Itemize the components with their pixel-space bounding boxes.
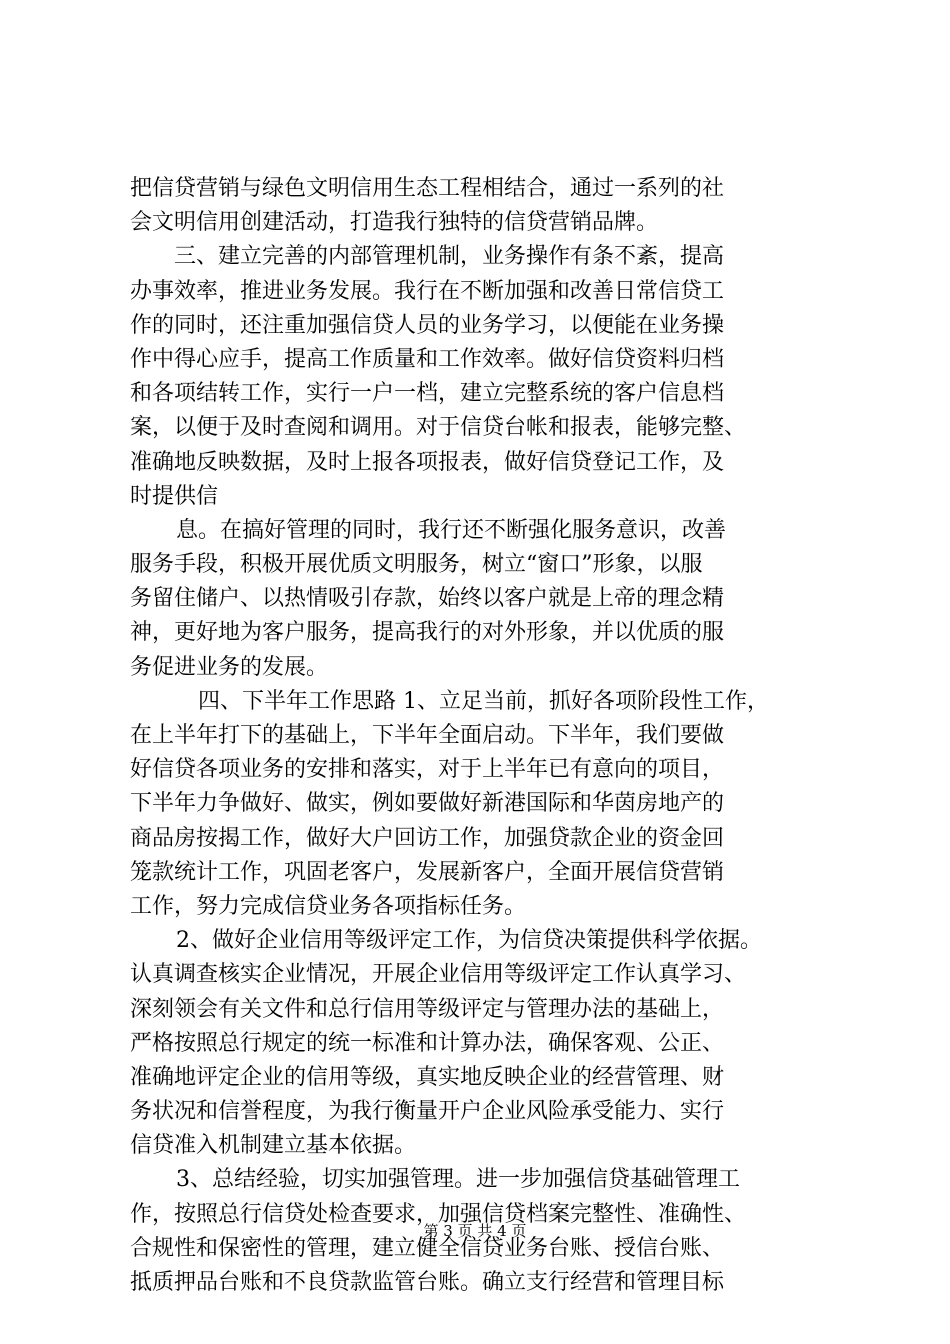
text-line: 会文明信用创建活动，打造我行独特的信贷营销品牌。 (130, 210, 659, 236)
document-body (130, 172, 830, 1300)
text-line: 准确地评定企业的信用等级，真实地反映企业的经营管理、财 (130, 1064, 725, 1090)
text-line: 和各项结转工作，实行一户一档，建立完整系统的客户信息档 (130, 381, 725, 407)
text-line: 作的同时，还注重加强信贷人员的业务学习，以便能在业务操 (130, 312, 725, 338)
text-line: 在上半年打下的基础上，下半年全面启动。下半年，我们要做 (130, 723, 725, 748)
text-line: 合规性和保密性的管理，建立健全信贷业务台账、授信台账、 (130, 1235, 725, 1261)
text-line: 笼款统计工作，巩固老客户，发展新客户，全面开展信贷营销 (130, 859, 725, 885)
page-number: 第 3 页 共 4 页 (423, 1222, 527, 1240)
text-line: 案，以便于及时查阅和调用。对于信贷台帐和报表，能够完整、 (130, 415, 747, 441)
text-line: 神，更好地为客户服务，提高我行的对外形象，并以优质的服 (130, 620, 725, 646)
text-line: 2、做好企业信用等级评定工作，为信贷决策提供科学依据。 (176, 928, 762, 954)
text-line: 认真调查核实企业情况，开展企业信用等级评定工作认真学习、 (130, 962, 747, 988)
text-line: 服务手段，积极开展优质文明服务，树立“窗口”形象，以服 (130, 552, 703, 578)
text-line: 准确地反映数据，及时上报各项报表，做好信贷登记工作，及 (130, 449, 725, 475)
text-line: 好信贷各项业务的安排和落实，对于上半年已有意向的项目， (130, 757, 725, 783)
page-footer (0, 1221, 950, 1241)
text-line: 务状况和信誉程度，为我行衡量开户企业风险承受能力、实行 (130, 1099, 725, 1125)
text-line: 三、建立完善的内部管理机制，业务操作有条不紊，提高 (174, 244, 725, 270)
text-line: 务留住储户、以热情吸引存款，始终以客户就是上帝的理念精 (130, 586, 725, 612)
text-line: 抵质押品台账和不良贷款监管台账。确立支行经营和管理目标 (130, 1270, 725, 1295)
text-line: 信贷准入机制建立基本依据。 (130, 1133, 417, 1159)
text-line: 深刻领会有关文件和总行信用等级评定与管理办法的基础上， (130, 996, 725, 1022)
text-line: 3、总结经验，切实加强管理。进一步加强信贷基础管理工 (176, 1167, 740, 1193)
text-line: 下半年力争做好、做实，例如要做好新港国际和华茵房地产的 (130, 791, 725, 817)
text-line: 时提供信 (130, 483, 219, 509)
text-line: 把信贷营销与绿色文明信用生态工程相结合，通过一系列的社 (130, 176, 725, 201)
text-line: 办事效率，推进业务发展。我行在不断加强和改善日常信贷工 (130, 278, 725, 304)
text-line: 工作，努力完成信贷业务各项指标任务。 (130, 893, 527, 919)
text-line: 作中得心应手，提高工作质量和工作效率。做好信贷资料归档 (130, 346, 725, 372)
text-line: 息。在搞好管理的同时，我行还不断强化服务意识，改善 (176, 517, 727, 543)
text-line: 四、下半年工作思路 1、立足当前，抓好各项阶段性工作， (198, 688, 769, 714)
text-line: 务促进业务的发展。 (130, 654, 329, 680)
text-line: 商品房按揭工作，做好大户回访工作，加强贷款企业的资金回 (130, 825, 725, 851)
text-line: 作，按照总行信贷处检查要求，加强信贷档案完整性、准确性、 (130, 1201, 747, 1227)
text-line: 严格按照总行规定的统一标准和计算办法，确保客观、公正、 (130, 1030, 725, 1056)
